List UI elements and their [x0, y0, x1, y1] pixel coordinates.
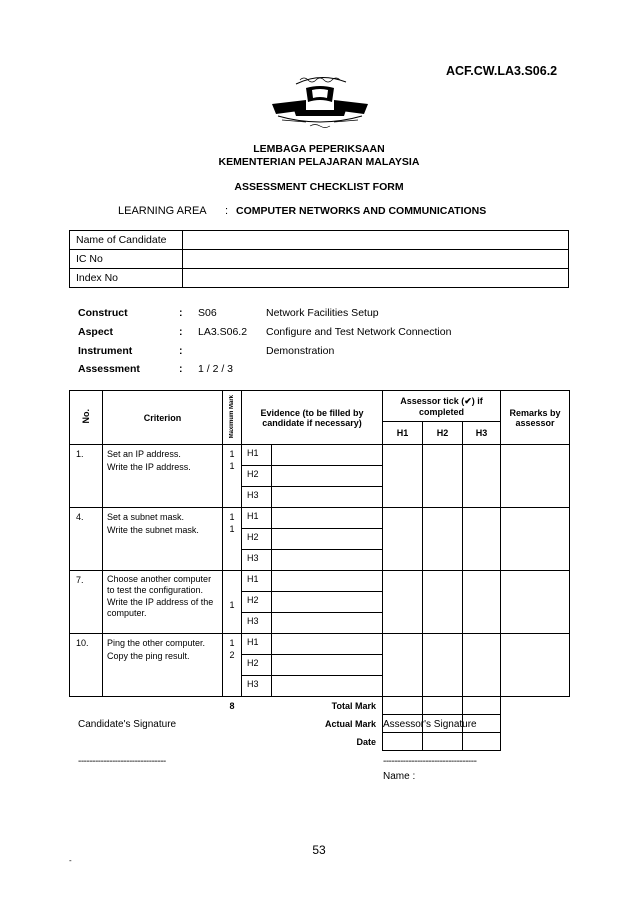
candidate-row-index: [70, 269, 569, 288]
evidence-field[interactable]: [272, 550, 383, 571]
tick-h2[interactable]: [423, 571, 463, 634]
instrument-desc: Demonstration: [266, 345, 335, 357]
learning-area-value: COMPUTER NETWORKS AND COMMUNICATIONS: [236, 205, 487, 217]
evidence-field[interactable]: [272, 592, 383, 613]
date-h1[interactable]: [383, 733, 423, 751]
examination-board-logo: [266, 70, 374, 134]
header-criterion: Criterion: [103, 391, 223, 445]
aspect-label: Aspect: [78, 326, 114, 338]
learning-area-label: LEARNING AREA: [118, 205, 207, 217]
ic-no-field[interactable]: [183, 250, 569, 269]
assessor-name-label: Name :: [383, 771, 416, 782]
total-mark-row: [70, 697, 570, 715]
table-row: [70, 508, 570, 529]
candidate-signature-line[interactable]: -------------------------------: [78, 756, 166, 767]
evidence-field[interactable]: [272, 508, 383, 529]
assessment-colon: :: [179, 363, 183, 375]
footer-dot: -: [69, 856, 72, 865]
tick-h1[interactable]: [383, 571, 423, 634]
evidence-field[interactable]: [272, 466, 383, 487]
header-max-mark: Maximum Mark: [223, 391, 242, 445]
aspect-colon: :: [179, 326, 183, 338]
tick-h1[interactable]: [383, 508, 423, 571]
checklist-table: [69, 390, 570, 751]
evidence-field[interactable]: [272, 655, 383, 676]
assessment-code: 1 / 2 / 3: [198, 363, 234, 375]
tick-h3[interactable]: [463, 508, 501, 571]
index-no-field[interactable]: [183, 269, 569, 288]
total-h1[interactable]: [383, 697, 423, 715]
header-h3: H3: [463, 422, 501, 445]
header-row: [70, 391, 570, 422]
form-title: ASSESSMENT CHECKLIST FORM: [234, 181, 404, 193]
max-mark: 1 2: [223, 634, 242, 697]
remarks-field[interactable]: [501, 571, 570, 634]
assessor-signature-label: Assessor's Signature: [383, 719, 477, 730]
aspect-desc: Configure and Test Network Connection: [266, 326, 452, 338]
construct-colon: :: [179, 307, 183, 319]
aspect-code: LA3.S06.2: [198, 326, 248, 338]
table-row: [70, 571, 570, 592]
tick-h3[interactable]: [463, 445, 501, 508]
evidence-label: H3: [242, 487, 272, 508]
header-assessor-tick: Assessor tick (✔) if completed: [383, 391, 501, 422]
remarks-field[interactable]: [501, 508, 570, 571]
actual-mark-label: Actual Mark: [324, 718, 377, 729]
item-number: 7.: [70, 571, 103, 634]
header-no: No.: [70, 391, 103, 445]
ic-no-label: IC No: [70, 250, 183, 269]
ministry-name: KEMENTERIAN PELAJARAN MALAYSIA: [218, 156, 420, 168]
date-label: Date: [356, 736, 377, 747]
criterion-text: Choose another computer to test the configuration. Write the IP address of the computer.: [103, 571, 223, 634]
date-h2[interactable]: [423, 733, 463, 751]
evidence-label: H1: [242, 508, 272, 529]
remarks-field[interactable]: [501, 634, 570, 697]
document-code: ACF.CW.LA3.S06.2: [446, 64, 558, 78]
evidence-field[interactable]: [272, 529, 383, 550]
evidence-field[interactable]: [272, 676, 383, 697]
instrument-label: Instrument: [78, 345, 133, 357]
max-mark: 1 1: [223, 508, 242, 571]
construct-desc: Network Facilities Setup: [266, 307, 379, 319]
construct-label: Construct: [78, 307, 128, 319]
criterion-text: Set an IP address. Write the IP address.: [103, 445, 223, 508]
evidence-label: H3: [242, 550, 272, 571]
evidence-field[interactable]: [272, 571, 383, 592]
index-no-label: Index No: [70, 269, 183, 288]
tick-h1[interactable]: [383, 634, 423, 697]
date-h3[interactable]: [463, 733, 501, 751]
tick-h2[interactable]: [423, 634, 463, 697]
organization-name: LEMBAGA PEPERIKSAAN: [253, 143, 385, 155]
criterion-text: Set a subnet mask. Write the subnet mask.: [103, 508, 223, 571]
assessor-signature-line[interactable]: ---------------------------------: [383, 756, 477, 767]
tick-h1[interactable]: [383, 445, 423, 508]
tick-h3[interactable]: [463, 634, 501, 697]
total-max-mark: 8: [229, 700, 235, 711]
header-h2: H2: [423, 422, 463, 445]
assessment-label: Assessment: [78, 363, 140, 375]
evidence-field[interactable]: [272, 445, 383, 466]
evidence-label: H1: [242, 634, 272, 655]
tick-h2[interactable]: [423, 508, 463, 571]
evidence-label: H3: [242, 676, 272, 697]
max-mark: 1: [223, 571, 242, 634]
total-mark-label: Total Mark: [331, 700, 377, 711]
header-evidence: Evidence (to be filled by candidate if necessary): [242, 391, 383, 445]
evidence-label: H3: [242, 613, 272, 634]
total-h2[interactable]: [423, 697, 463, 715]
header-remarks: Remarks by assessor: [501, 391, 570, 445]
learning-area-colon: :: [225, 205, 229, 217]
tick-h3[interactable]: [463, 571, 501, 634]
evidence-field[interactable]: [272, 613, 383, 634]
criterion-text: Ping the other computer. Copy the ping result.: [103, 634, 223, 697]
table-row: [70, 445, 570, 466]
candidate-name-field[interactable]: [183, 231, 569, 250]
evidence-label: H2: [242, 592, 272, 613]
page-number: 53: [312, 843, 326, 857]
evidence-field[interactable]: [272, 634, 383, 655]
max-mark: 1 1: [223, 445, 242, 508]
evidence-label: H1: [242, 445, 272, 466]
date-row: [70, 733, 570, 751]
candidate-name-label: Name of Candidate: [70, 231, 183, 250]
instrument-colon: :: [179, 345, 183, 357]
item-number: 1.: [70, 445, 103, 508]
table-row: [70, 634, 570, 655]
evidence-label: H2: [242, 529, 272, 550]
candidate-signature-label: Candidate's Signature: [78, 719, 177, 730]
evidence-label: H2: [242, 466, 272, 487]
item-number: 4.: [70, 508, 103, 571]
candidate-details-table: [69, 230, 569, 288]
candidate-row-ic: [70, 250, 569, 269]
evidence-field[interactable]: [272, 487, 383, 508]
total-h3[interactable]: [463, 697, 501, 715]
construct-code: S06: [198, 307, 217, 319]
tick-h2[interactable]: [423, 445, 463, 508]
header-h1: H1: [383, 422, 423, 445]
evidence-label: H1: [242, 571, 272, 592]
remarks-field[interactable]: [501, 445, 570, 508]
candidate-row-name: [70, 231, 569, 250]
evidence-label: H2: [242, 655, 272, 676]
item-number: 10.: [70, 634, 103, 697]
